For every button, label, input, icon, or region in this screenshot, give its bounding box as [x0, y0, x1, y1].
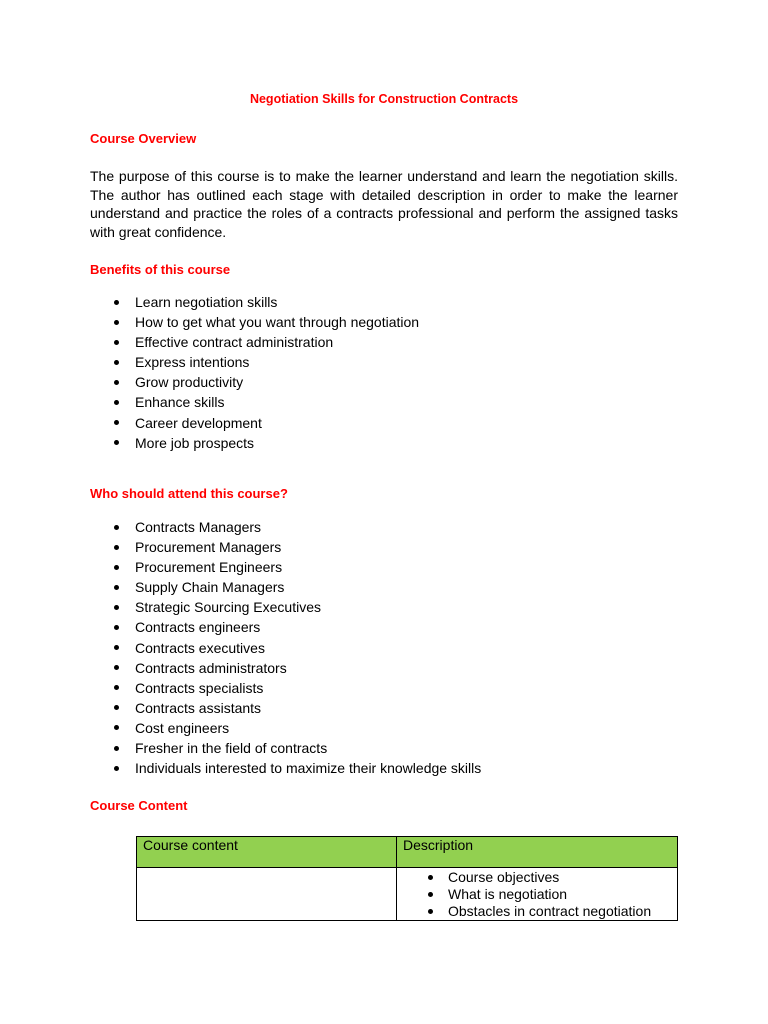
list-item: Supply Chain Managers: [90, 577, 481, 597]
list-item: Contracts administrators: [90, 658, 481, 678]
list-item: Career development: [90, 413, 419, 433]
bullet-icon: [114, 400, 119, 405]
table-header-course-content: Course content: [137, 837, 397, 868]
list-item: Contracts executives: [90, 638, 481, 658]
list-item: Learn negotiation skills: [90, 292, 419, 312]
list-item: Express intentions: [90, 352, 419, 372]
bullet-icon: [114, 585, 119, 590]
bullet-icon: [114, 645, 119, 650]
list-item: Cost engineers: [90, 718, 481, 738]
list-item: Individuals interested to maximize their knowledge skills: [90, 758, 481, 778]
table-header-description: Description: [397, 837, 678, 868]
bullet-icon: [114, 320, 119, 325]
bullet-icon: [114, 525, 119, 530]
list-item: More job prospects: [90, 433, 419, 453]
list-item: Obstacles in contract negotiation: [397, 903, 677, 920]
description-list: [397, 868, 677, 920]
table-header-row: [137, 837, 678, 868]
list-item: Grow productivity: [90, 372, 419, 392]
bullet-icon: [428, 909, 433, 914]
table-row: [137, 868, 678, 921]
list-item: Course objectives: [397, 869, 677, 886]
bullet-icon: [114, 565, 119, 570]
bullet-icon: [114, 725, 119, 730]
bullet-icon: [114, 665, 119, 670]
bullet-icon: [114, 545, 119, 550]
course-overview-heading: Course Overview: [90, 131, 197, 146]
benefits-heading: Benefits of this course: [90, 262, 231, 277]
bullet-icon: [114, 420, 119, 425]
bullet-icon: [114, 766, 119, 771]
table-cell-description: [397, 868, 678, 921]
audience-heading: Who should attend this course?: [90, 486, 288, 501]
bullet-icon: [428, 875, 433, 880]
audience-list: [90, 517, 481, 778]
list-item: How to get what you want through negotiation: [90, 312, 419, 332]
list-item: Contracts Managers: [90, 517, 481, 537]
bullet-icon: [114, 440, 119, 445]
course-content-table: [136, 836, 678, 921]
bullet-icon: [114, 605, 119, 610]
bullet-icon: [114, 685, 119, 690]
list-item: Procurement Engineers: [90, 557, 481, 577]
bullet-icon: [114, 300, 119, 305]
bullet-icon: [114, 360, 119, 365]
benefits-list: [90, 292, 419, 453]
document-title: Negotiation Skills for Construction Contracts: [249, 92, 519, 106]
list-item: What is negotiation: [397, 886, 677, 903]
list-item: Contracts specialists: [90, 678, 481, 698]
bullet-icon: [114, 746, 119, 751]
table-cell-course-content: [137, 868, 397, 921]
list-item: Procurement Managers: [90, 537, 481, 557]
bullet-icon: [114, 625, 119, 630]
bullet-icon: [114, 380, 119, 385]
bullet-icon: [114, 340, 119, 345]
list-item: Strategic Sourcing Executives: [90, 597, 481, 617]
course-content-heading: Course Content: [90, 798, 188, 813]
list-item: Contracts engineers: [90, 617, 481, 637]
list-item: Contracts assistants: [90, 698, 481, 718]
course-overview-paragraph: The purpose of this course is to make the learner understand and learn the negotiation skills. The author has outlined each stage with detailed description in order to make the learner understand and practice the roles of a contracts professional and perform the assigned tasks with great confidence.: [90, 168, 678, 241]
list-item: Fresher in the field of contracts: [90, 738, 481, 758]
list-item: Effective contract administration: [90, 332, 419, 352]
bullet-icon: [114, 705, 119, 710]
list-item: Enhance skills: [90, 392, 419, 412]
bullet-icon: [428, 892, 433, 897]
